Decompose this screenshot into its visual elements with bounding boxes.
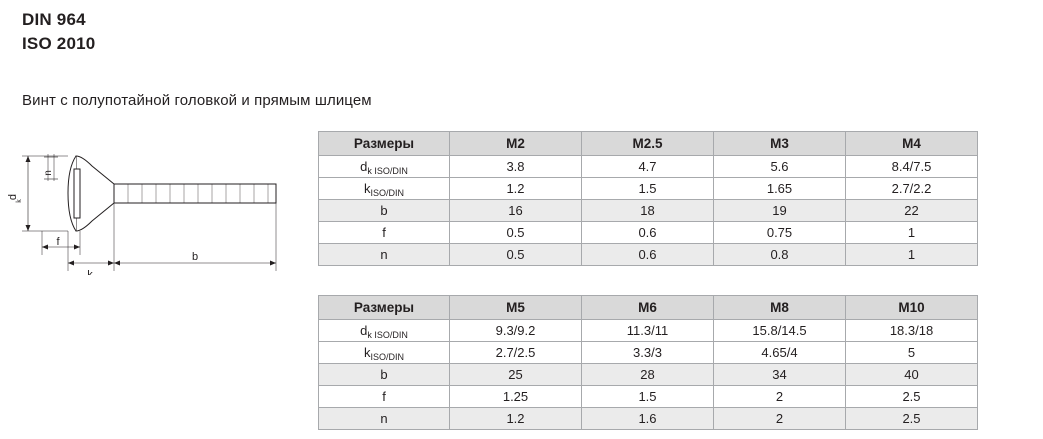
- cell-n-m5: 1.2: [450, 408, 582, 430]
- column-header-m2: M2: [450, 132, 582, 156]
- cell-dk-m5: 9.3/9.2: [450, 320, 582, 342]
- column-header-m6: M6: [582, 296, 714, 320]
- table-row: [319, 200, 978, 222]
- row-label-n: n: [319, 244, 450, 266]
- column-header-sizes-2: Размеры: [319, 296, 450, 320]
- cell-n-m4: 1: [846, 244, 978, 266]
- row-label-k: $k_{ISO/DIN}$: [319, 178, 450, 200]
- dimension-label-dk: d: [8, 193, 19, 201]
- cell-b-m8: 34: [714, 364, 846, 386]
- column-header-m8: M8: [714, 296, 846, 320]
- cell-f-m8: 2: [714, 386, 846, 408]
- dimension-label-n: n: [43, 170, 54, 176]
- table-row: [319, 244, 978, 266]
- sizes-table-large: [318, 295, 978, 430]
- cell-dk-m8: 15.8/14.5: [714, 320, 846, 342]
- cell-b-m4: 22: [846, 200, 978, 222]
- cell-k-m3: 1.65: [714, 178, 846, 200]
- cell-dk-m3: 5.6: [714, 156, 846, 178]
- cell-dk-m2: 3.8: [450, 156, 582, 178]
- dimension-label-k: k: [87, 269, 93, 275]
- column-header-m3: M3: [714, 132, 846, 156]
- column-header-m4: M4: [846, 132, 978, 156]
- row-label-f-2: f: [319, 386, 450, 408]
- row-label-n-2: n: [319, 408, 450, 430]
- cell-n-m2: 0.5: [450, 244, 582, 266]
- cell-dk-m25: 4.7: [582, 156, 714, 178]
- sizes-table-small: [318, 131, 978, 266]
- cell-k-m2: 1.2: [450, 178, 582, 200]
- cell-k-m5: 2.7/2.5: [450, 342, 582, 364]
- cell-k-m8: 4.65/4: [714, 342, 846, 364]
- cell-n-m25: 0.6: [582, 244, 714, 266]
- cell-f-m3: 0.75: [714, 222, 846, 244]
- table-row: [319, 342, 978, 364]
- table-header-row: [319, 132, 978, 156]
- cell-b-m6: 28: [582, 364, 714, 386]
- dimension-label-b: b: [191, 251, 199, 263]
- cell-n-m6: 1.6: [582, 408, 714, 430]
- column-header-sizes: Размеры: [319, 132, 450, 156]
- cell-b-m2: 16: [450, 200, 582, 222]
- cell-f-m25: 0.6: [582, 222, 714, 244]
- row-label-f: f: [319, 222, 450, 244]
- dimension-label-f: f: [56, 236, 60, 248]
- cell-k-m25: 1.5: [582, 178, 714, 200]
- cell-f-m10: 2.5: [846, 386, 978, 408]
- cell-f-m5: 1.25: [450, 386, 582, 408]
- row-label-dk: $d_{k ISO/DIN}$: [319, 156, 450, 178]
- cell-k-m4: 2.7/2.2: [846, 178, 978, 200]
- row-label-b-2: b: [319, 364, 450, 386]
- screw-technical-drawing: [8, 135, 308, 275]
- cell-dk-m6: 11.3/11: [582, 320, 714, 342]
- cell-k-m10: 5: [846, 342, 978, 364]
- column-header-m10: M10: [846, 296, 978, 320]
- standard-title-block: [22, 8, 95, 56]
- cell-n-m10: 2.5: [846, 408, 978, 430]
- table-row: [319, 408, 978, 430]
- cell-b-m10: 40: [846, 364, 978, 386]
- cell-f-m2: 0.5: [450, 222, 582, 244]
- cell-b-m5: 25: [450, 364, 582, 386]
- row-label-k-2: $k_{ISO/DIN}$: [319, 342, 450, 364]
- standard-iso: ISO 2010: [22, 34, 96, 53]
- product-description: Винт с полупотайной головкой и прямым шлицем: [22, 92, 372, 109]
- cell-f-m4: 1: [846, 222, 978, 244]
- cell-f-m6: 1.5: [582, 386, 714, 408]
- table-header-row: [319, 296, 978, 320]
- column-header-m5: M5: [450, 296, 582, 320]
- cell-dk-m10: 18.3/18: [846, 320, 978, 342]
- cell-n-m3: 0.8: [714, 244, 846, 266]
- table-row: [319, 320, 978, 342]
- table-row: [319, 178, 978, 200]
- cell-n-m8: 2: [714, 408, 846, 430]
- standard-din: DIN 964: [22, 10, 86, 29]
- table-row: [319, 386, 978, 408]
- cell-b-m3: 19: [714, 200, 846, 222]
- row-label-b: b: [319, 200, 450, 222]
- column-header-m25: M2.5: [582, 132, 714, 156]
- table-row: [319, 222, 978, 244]
- cell-dk-m4: 8.4/7.5: [846, 156, 978, 178]
- cell-k-m6: 3.3/3: [582, 342, 714, 364]
- row-label-dk-2: $d_{k ISO/DIN}$: [319, 320, 450, 342]
- cell-b-m25: 18: [582, 200, 714, 222]
- table-row: [319, 364, 978, 386]
- dimension-label-dk-sub: k: [16, 199, 23, 203]
- table-row: [319, 156, 978, 178]
